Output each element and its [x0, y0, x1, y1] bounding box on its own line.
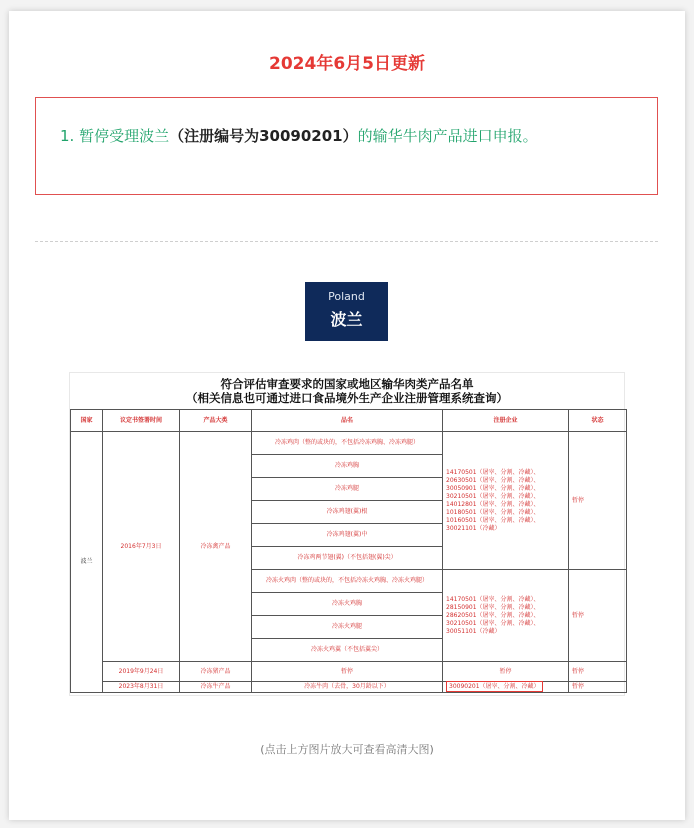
cell-pork-product: 暂停 — [252, 662, 443, 682]
cell-beef-category: 冷冻牛产品 — [180, 682, 252, 693]
header-date: 议定书签署时间 — [103, 410, 180, 432]
enterprise-line: 10180501（屠宰、分割、冷藏）、 — [446, 508, 540, 516]
notice-suffix: 的输华牛肉产品进口申报。 — [357, 127, 538, 145]
cell-product: 冷冻鸡两节翅(翼)（不包括翅(翼)尖） — [252, 547, 443, 570]
product-table — [70, 409, 627, 693]
enterprise-line: 14170501（屠宰、分割、冷藏）、 — [446, 595, 540, 603]
cell-enterprise-turkey — [443, 570, 569, 662]
table-header-row — [71, 410, 627, 432]
enterprise-line: 30210501（屠宰、分割、冷藏）、 — [446, 492, 540, 500]
enterprise-line: 28150901（屠宰、分割、冷藏）、 — [446, 603, 540, 611]
cell-product: 冷冻鸡肉（整的或块的，不包括冷冻鸡胸、冷冻鸡腿） — [252, 432, 443, 455]
notice-box — [35, 97, 658, 195]
update-title: 2024年6月5日更新 — [269, 54, 425, 74]
doc-title-sub: （相关信息也可通过进口食品境外生产企业注册管理系统查询） — [186, 391, 508, 405]
header-category: 产品大类 — [180, 410, 252, 432]
cell-beef-enterprise — [443, 682, 569, 693]
enterprise-line: 30210501（屠宰、分割、冷藏）、 — [446, 619, 540, 627]
country-name-en: Poland — [328, 290, 365, 303]
table-row — [71, 662, 627, 682]
cell-product: 冷冻鸡胸 — [252, 455, 443, 478]
cell-beef-product: 冷冻牛肉（去骨，30月龄以下） — [252, 682, 443, 693]
enterprise-line: 30051101（冷藏） — [446, 627, 501, 635]
article-page — [9, 11, 685, 820]
cell-pork-date: 2019年9月24日 — [103, 662, 180, 682]
cell-poultry-category: 冷冻禽产品 — [180, 432, 252, 662]
dashed-divider — [35, 241, 658, 242]
cell-product: 冷冻火鸡腿 — [252, 616, 443, 639]
enterprise-line: 14012801（屠宰、分割、冷藏）、 — [446, 500, 540, 508]
enterprise-line: 30021101（冷藏） — [446, 524, 501, 532]
header-status: 状态 — [569, 410, 627, 432]
cell-pork-enterprise: 暂停 — [443, 662, 569, 682]
country-name-cn: 波兰 — [330, 310, 363, 329]
cell-pork-status: 暂停 — [569, 662, 627, 682]
country-badge — [305, 282, 388, 341]
table-row — [71, 682, 627, 693]
highlight-box: 30090201（屠宰、分割、冷藏） — [446, 681, 543, 692]
notice-registration: （注册编号为30090201） — [169, 127, 358, 145]
enterprise-line: 30050901（屠宰、分割、冷藏）、 — [446, 484, 540, 492]
cell-product: 冷冻火鸡翼（不包括翼尖） — [252, 639, 443, 662]
image-caption: (点击上方图片放大可查看高清大图) — [260, 743, 434, 756]
enterprise-line: 20630501（屠宰、分割、冷藏）、 — [446, 476, 540, 484]
cell-poultry-date: 2016年7月3日 — [103, 432, 180, 662]
doc-title — [70, 377, 624, 405]
enterprise-line: 14170501（屠宰、分割、冷藏）、 — [446, 468, 540, 476]
notice-prefix: 1. 暂停受理波兰 — [60, 127, 170, 145]
notice-text — [60, 125, 538, 146]
table-row — [71, 432, 627, 455]
header-product: 品名 — [252, 410, 443, 432]
cell-status: 暂停 — [569, 432, 627, 570]
enterprise-line: 28620501（屠宰、分割、冷藏）、 — [446, 611, 540, 619]
enterprise-line: 10160501（屠宰、分割、冷藏）、 — [446, 516, 540, 524]
cell-beef-date: 2023年8月31日 — [103, 682, 180, 693]
product-list-image[interactable] — [69, 372, 625, 696]
header-enterprise: 注册企业 — [443, 410, 569, 432]
cell-product: 冷冻火鸡肉（整的或块的，不包括冷冻火鸡胸、冷冻火鸡腿） — [252, 570, 443, 593]
cell-product: 冷冻火鸡胸 — [252, 593, 443, 616]
cell-country: 波兰 — [71, 432, 103, 693]
cell-status: 暂停 — [569, 570, 627, 662]
doc-title-main: 符合评估审查要求的国家或地区输华肉类产品名单 — [220, 377, 474, 391]
header-country: 国家 — [71, 410, 103, 432]
cell-product: 冷冻鸡腿 — [252, 478, 443, 501]
cell-enterprise-chicken — [443, 432, 569, 570]
cell-product: 冷冻鸡翅(翼)中 — [252, 524, 443, 547]
cell-pork-category: 冷冻猪产品 — [180, 662, 252, 682]
cell-beef-status: 暂停 — [569, 682, 627, 693]
cell-product: 冷冻鸡翅(翼)根 — [252, 501, 443, 524]
